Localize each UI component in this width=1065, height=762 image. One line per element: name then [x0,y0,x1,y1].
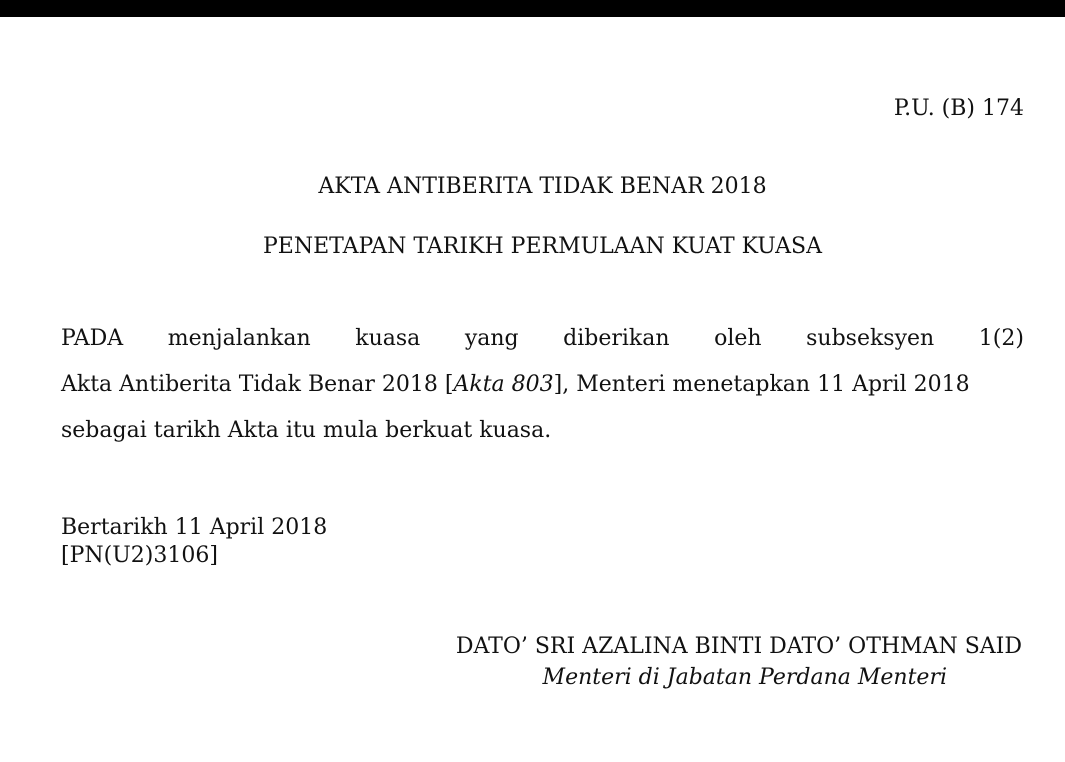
word: oleh [714,326,762,351]
body-paragraph [61,316,1024,454]
paragraph-line-1 [61,316,1024,362]
act-title: AKTA ANTIBERITA TIDAK BENAR 2018 [318,174,767,199]
line-2-after: ], Menteri menetapkan 11 April 2018 [553,372,970,397]
word: kuasa [355,326,421,351]
file-reference: [PN(U2)3106] [61,543,218,568]
word: menjalankan [167,326,311,351]
date-line: Bertarikh 11 April 2018 [61,515,328,540]
word: diberikan [563,326,670,351]
signatory-position: Menteri di Jabatan Perdana Menteri [542,665,947,690]
act-number-italic: Akta 803 [453,372,554,397]
word: PADA [61,326,124,351]
line-2-before: Akta Antiberita Tidak Benar 2018 [ [61,372,454,397]
paragraph-line-2 [61,362,1024,408]
gazette-reference: P.U. (B) 174 [893,96,1024,121]
word: yang [464,326,519,351]
signatory-name: DATO’ SRI AZALINA BINTI DATO’ OTHMAN SAID [455,634,1022,659]
date-block [61,514,327,570]
notice-subtitle: PENETAPAN TARIKH PERMULAAN KUAT KUASA [262,234,823,259]
paragraph-line-3: sebagai tarikh Akta itu mula berkuat kuasa. [61,418,552,443]
line-2-text [61,362,970,408]
word: subseksyen [806,326,935,351]
word: 1(2) [978,326,1024,351]
top-black-bar [0,0,1065,17]
